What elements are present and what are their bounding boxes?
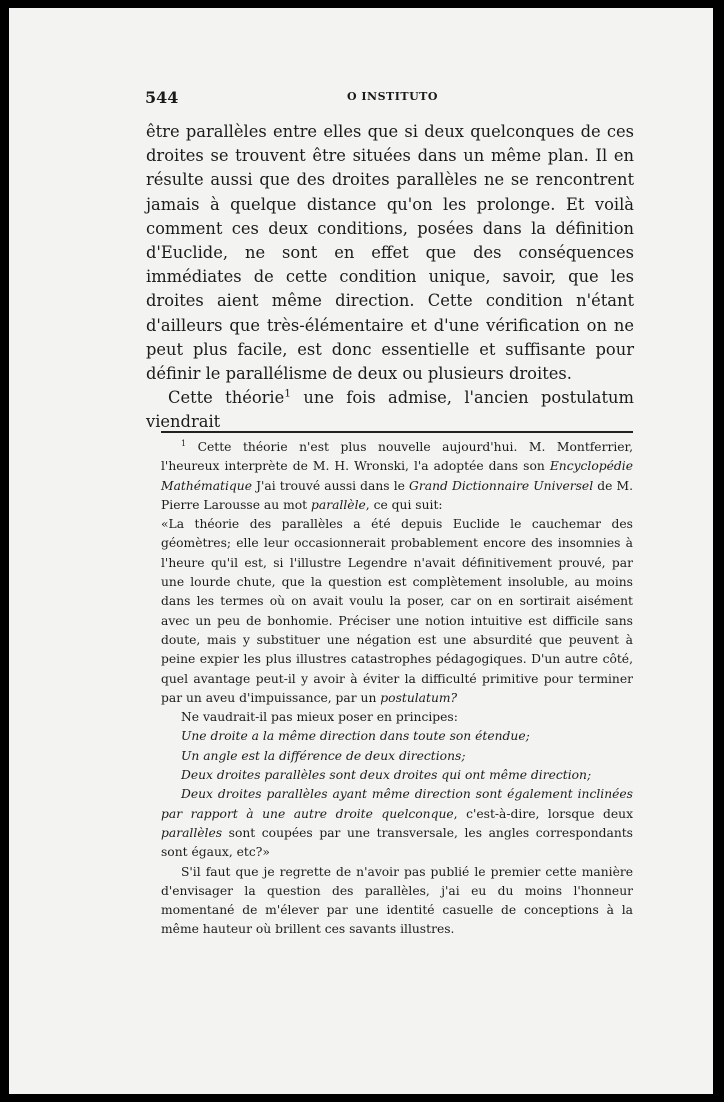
principles-intro: Ne vaudrait-il pas mieux poser en principes:: [181, 710, 458, 725]
footnote-intro-a: Cette théorie n'est plus nouvelle aujourd'hui. M. Montferrier, l'heureux interprète de M. H. Wronski, l'a adoptée dans son: [161, 440, 633, 474]
main-paragraph-1: être parallèles entre elles que si deux quelconques de ces droites se trouvent être situées dans un même plan. Il en résulte aussi que des droites parallèles ne se rencontrent jamais à quelque distance qu'on les prolonge. Et voilà comment ces deux conditions, posées dans la définition d'Euclide, ne sont en effet que des conséquences immédiates de cette condition unique, savoir, que les droites aient même direction. Cette condition n'étant d'ailleurs que très-élémentaire et d'une vérification on ne peut plus facile, est donc essentielle et suffisante pour définir le parallélisme de deux ou plusieurs droites.: [146, 122, 634, 384]
main-paragraph-2-start: Cette théorie: [168, 388, 285, 408]
main-paragraph-2: [146, 386, 634, 434]
principle-4-b: , c'est-à-dire, lorsque deux: [453, 806, 633, 821]
principle-3-text: Deux droites parallèles sont deux droites qui ont même direction;: [181, 768, 592, 783]
footnote-reference: 1: [284, 387, 291, 400]
principle-4-c: parallèles: [161, 825, 223, 840]
running-title: O INSTITUTO: [347, 90, 438, 103]
principle-1: [161, 727, 633, 746]
page-header: [145, 88, 633, 110]
footnote-quote-b: postulatum?: [380, 690, 458, 705]
principle-2-text: Un angle est la différence de deux directions;: [181, 748, 466, 763]
footnote-intro-g: , ce qui suit:: [365, 497, 443, 512]
principle-2: [161, 747, 633, 766]
footnote-quote: [161, 515, 633, 708]
principle-4-a: Deux droites parallèles ayant même direction sont également inclinées par rapport à une autre droite quelconque: [161, 787, 633, 821]
footnote-intro: [161, 438, 633, 515]
book-page: [9, 8, 713, 1094]
footnote-intro-b: Encyclopédie Mathématique: [161, 459, 633, 493]
main-paragraph-2-end: une fois admise, l'ancien postulatum viendrait: [146, 388, 634, 432]
principle-4-d: sont coupées par une transversale, les angles correspondants sont égaux, etc?»: [161, 825, 633, 860]
principle-3: [161, 766, 633, 785]
footnote-intro-c: J'ai trouvé aussi dans le: [252, 478, 410, 493]
footnote-intro-d: Grand Dictionnaire Universel: [409, 478, 594, 493]
page-number: 544: [145, 88, 179, 107]
principle-4: [161, 785, 633, 862]
principle-1-text: Une droite a la même direction dans toute son étendue;: [181, 729, 530, 744]
footnote: [161, 438, 633, 940]
footnote-divider: [161, 431, 633, 433]
main-text: [146, 120, 634, 435]
footnote-intro-e: de M. Pierre Larousse au mot: [161, 478, 634, 512]
footnote-closing: S'il faut que je regrette de n'avoir pas publié le premier cette manière d'envisager la question des parallèles, j'ai eu du moins l'honneur momentané de m'élever par une identité casuelle de conceptions à la même hauteur où brillent ces savants illustres.: [161, 864, 633, 937]
footnote-intro-f: parallèle: [311, 497, 366, 512]
footnote-quote-a: «La théorie des parallèles a été depuis Euclide le cauchemar des géomètres; elle leur occasionnerait probablement encore des insomnies à l'heure qu'il est, si l'illustre Legendre n'avait définitivement prouvé, par une lourde chute, que la question est complètement insoluble, au moins dans les termes où on avait voulu la poser, car on en sortirait aisément avec un peu de bonhomie. Préciser une notion intuitive est difficile sans doute, mais y substituer une négation est une absurdité que peuvent à peine expier les plus illustres catastrophes pédagogiques. D'un autre côté, quel avantage peut-il y avoir à éviter la difficulté primitive pour terminer par un aveu d'impuissance, par un: [161, 517, 633, 705]
footnote-marker: 1: [181, 438, 187, 448]
